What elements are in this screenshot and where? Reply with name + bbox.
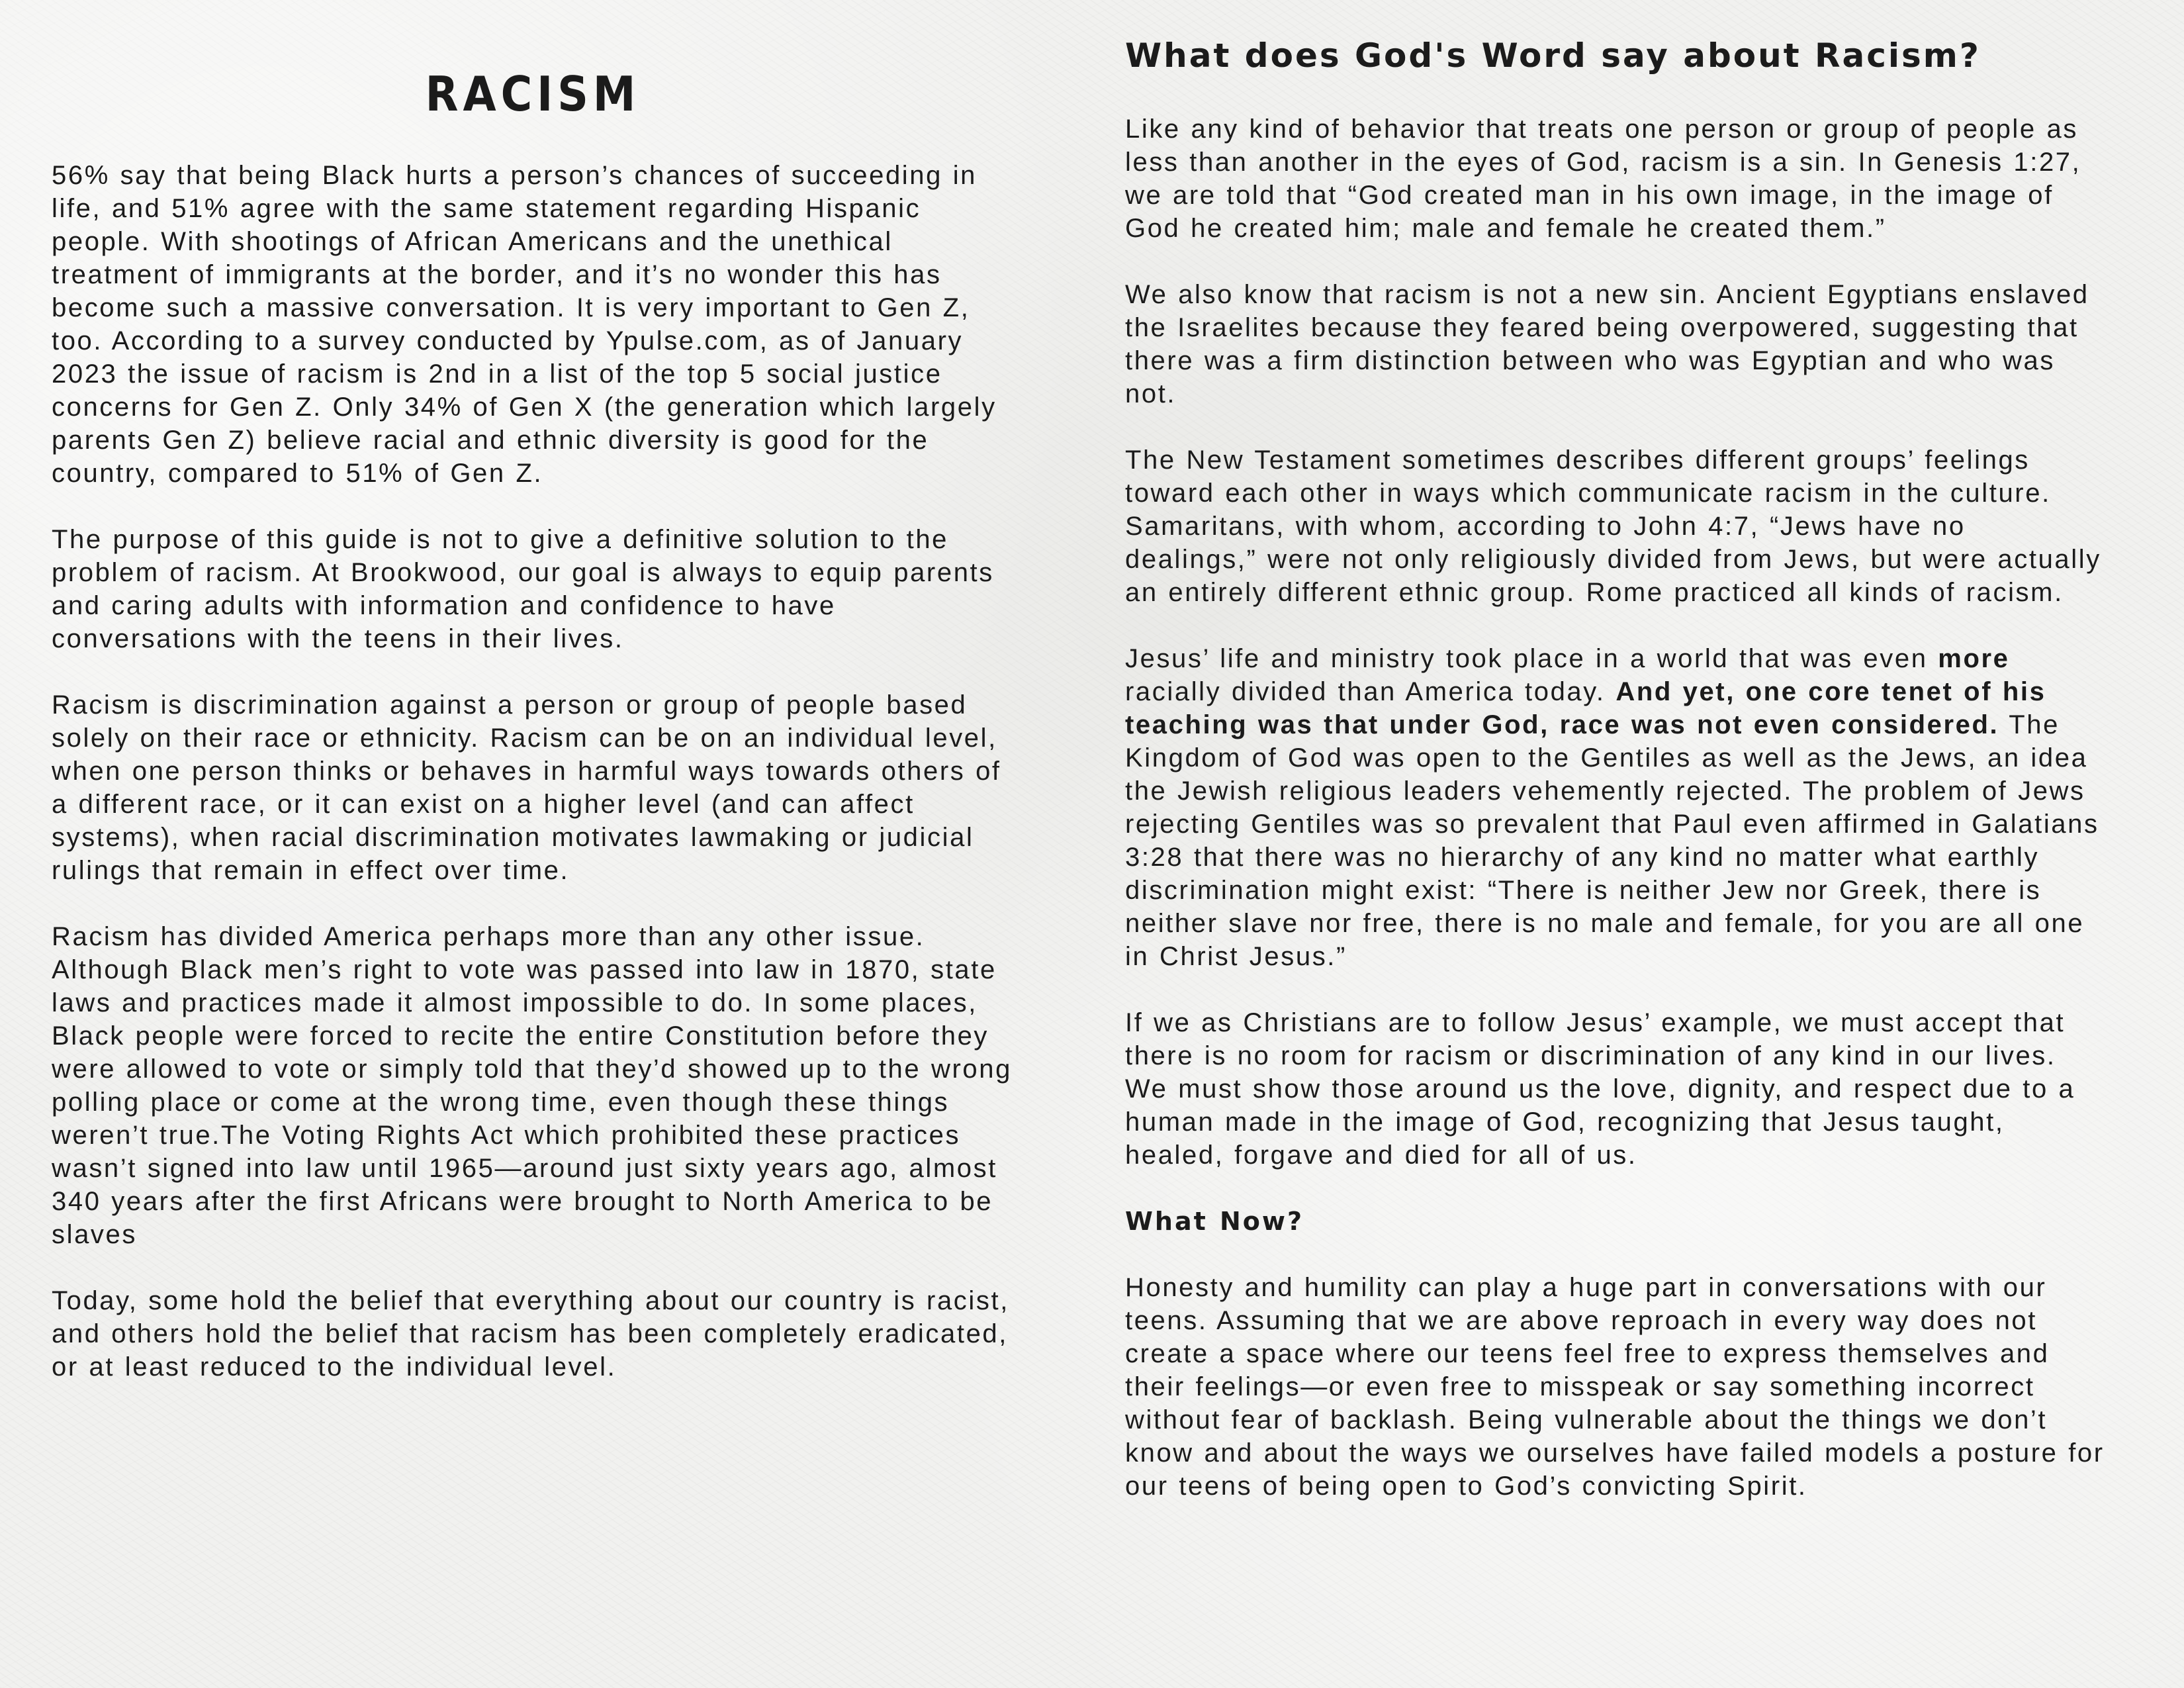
jesus-bold-2: And yet, one core tenet of his teaching was that under God, race was not even considered. [1125,677,2046,739]
paragraph-purpose: The purpose of this guide is not to give a definitive solution to the problem of racism. At Brookwood, our goal is always to equip parents and caring adults with information and confidence to have conversations with the teens in their lives. [52,525,994,653]
paragraph-definition: Racism is discrimination against a person or group of people based solely on their race or ethnicity. Racism can be on an individual level, when one person thinks or behaves in harmful ways towards others of a different race, or it can exist on a higher level (and can affect systems), when racial discrimination motivates lawmaking or judicial rulings that remain in effect over time. [52,690,1001,885]
paragraph-history: Racism has divided America perhaps more than any other issue. Although Black men’s right to vote was passed into law in 1870, state laws and practices made it almost impossible to do. In some places, Black people were forced to recite the entire Constitution before they were allowed to vote or simply told that they’d showed up to the wrong polling place or come at the wrong time, even though these things weren’t true.The Voting Rights Act which prohibited these practices wasn’t signed into law until 1965—around just sixty years ago, almost 340 years after the first Africans were brought to North America to be slaves [52,922,1012,1249]
section-heading: What does God's Word say about Racism? [1125,36,1981,75]
jesus-text-3: The Kingdom of God was open to the Gentiles as well as the Jews, an idea the Jewish religious leaders vehemently rejected. The problem of Jews rejecting Gentiles was so prevalent that Paul even affirmed in Galatians 3:28 that there was no hierarchy of any kind no matter what earthly discrimination might exist: “There is neither Jew nor Greek, there is neither slave nor free, there is no male and female, for you are all one in Christ Jesus.” [1125,710,2099,971]
paragraph-today: Today, some hold the belief that everything about our country is racist, and others hold the belief that racism has been completely eradicated, or at least reduced to the individual level. [52,1286,1009,1382]
left-body [52,159,1024,1417]
paragraph-statistics: 56% say that being Black hurts a person’s chances of succeeding in life, and 51% agree with the same statement regarding Hispanic people. With shootings of African Americans and the unethical treatment of immigrants at the border, and it’s no wonder this has become such a massive conversation. It is very important to Gen Z, too. According to a survey conducted by Ypulse.com, as of January 2023 the issue of racism is 2nd in a list of the top 5 social justice concerns for Gen Z. Only 34% of Gen X (the generation which largely parents Gen Z) believe racial and ethnic diversity is good for the country, compared to 51% of Gen Z. [52,161,997,488]
paragraph-christians: If we as Christians are to follow Jesus’ example, we must accept that there is no room for racism or discrimination of any kind in our lives. We must show those around us the love, dignity, and respect due to a human made in the image of God, recognizing that Jesus taught, healed, forgave and died for all of us. [1125,1008,2075,1170]
paragraph-what-now: Honesty and humility can play a huge part in conversations with our teens. Assuming that we are above reproach in every way does not create a space where our teens feel free to express themselves and their feelings—or even free to misspeak or say something incorrect without fear of backlash. Being vulnerable about the things we don’t know and about the ways we ourselves have failed models a posture for our teens of being open to God’s convicting Spirit. [1125,1273,2105,1501]
page-title: RACISM [425,66,641,122]
what-now-heading: What Now? [1125,1207,1304,1236]
paragraph-new-testament: The New Testament sometimes describes different groups’ feelings toward each other in ways which communicate racism in the culture. Samaritans, with whom, according to John 4:7, “Jews have no dealings,” were not only religiously divided from Jews, but were actually an entirely different ethnic group. Rome practiced all kinds of racism. [1125,445,2101,607]
jesus-bold-1: more [1938,644,2010,673]
jesus-text-2: racially divided than America today. [1125,677,1616,706]
paragraph-sin: Like any kind of behavior that treats one person or group of people as less than another in the eyes of God, racism is a sin. In Genesis 1:27, we are told that “God created man in his own image, in the image of God he created him; male and female he created them.” [1125,115,2081,243]
paragraph-egyptians: We also know that racism is not a new sin. Ancient Egyptians enslaved the Israelites because they feared being overpowered, suggesting that there was a firm distinction between who was Egyptian and who was not. [1125,280,2089,408]
paragraph-jesus [1125,642,2105,973]
right-body [1125,113,2105,1536]
jesus-text-1: Jesus’ life and ministry took place in a world that was even [1125,644,1938,673]
